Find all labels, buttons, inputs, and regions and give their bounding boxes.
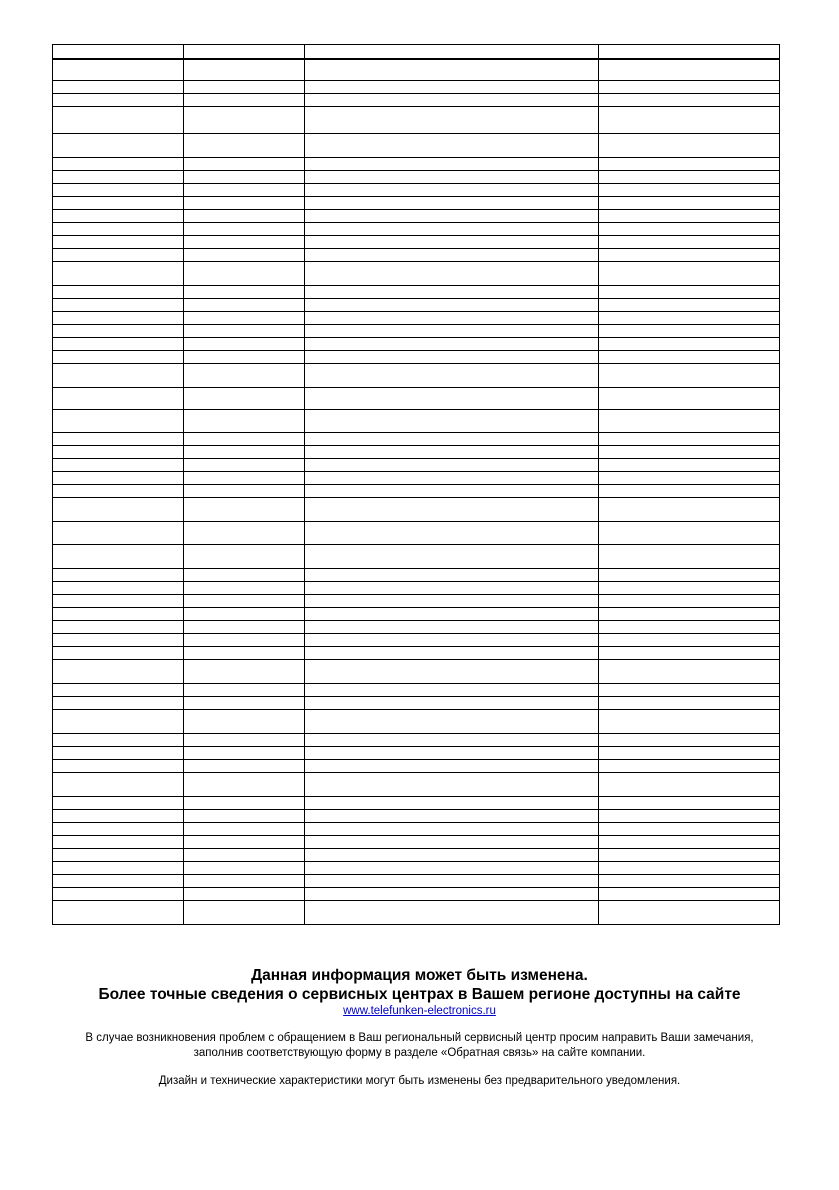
table-cell: [599, 734, 780, 747]
table-cell: [184, 107, 305, 134]
table-cell: [53, 459, 184, 472]
table-cell: [53, 286, 184, 299]
table-cell: [53, 734, 184, 747]
table-cell: [53, 797, 184, 810]
table-cell: [305, 760, 599, 773]
table-cell: [305, 660, 599, 684]
table-row: [53, 364, 780, 388]
table-cell: [184, 81, 305, 94]
table-cell: [53, 94, 184, 107]
table-row: [53, 236, 780, 249]
table-row: [53, 498, 780, 522]
table-cell: [599, 171, 780, 184]
table-cell: [305, 364, 599, 388]
table-cell: [305, 747, 599, 760]
table-row: [53, 197, 780, 210]
table-cell: [184, 684, 305, 697]
website-link[interactable]: www.telefunken-electronics.ru: [343, 1005, 496, 1017]
table-cell: [184, 249, 305, 262]
table-cell: [599, 634, 780, 647]
table-cell: [184, 823, 305, 836]
table-row: [53, 888, 780, 901]
table-row: [53, 94, 780, 107]
table-row: [53, 262, 780, 286]
table-cell: [53, 888, 184, 901]
table-cell: [305, 81, 599, 94]
table-cell: [305, 312, 599, 325]
table-row: [53, 810, 780, 823]
table-cell: [184, 364, 305, 388]
table-cell: [305, 888, 599, 901]
table-row: [53, 849, 780, 862]
table-cell: [53, 472, 184, 485]
table-cell: [184, 158, 305, 171]
table-cell: [184, 810, 305, 823]
table-cell: [599, 485, 780, 498]
table-cell: [599, 262, 780, 286]
table-cell: [53, 433, 184, 446]
table-cell: [305, 249, 599, 262]
table-row: [53, 485, 780, 498]
table-row: [53, 312, 780, 325]
table-cell: [599, 325, 780, 338]
table-cell: [305, 773, 599, 797]
table-cell: [184, 582, 305, 595]
table-cell: [305, 410, 599, 433]
table-cell: [599, 81, 780, 94]
table-cell: [305, 286, 599, 299]
table-cell: [53, 522, 184, 545]
table-cell: [53, 569, 184, 582]
table-cell: [53, 171, 184, 184]
table-cell: [305, 862, 599, 875]
table-cell: [184, 634, 305, 647]
table-cell: [184, 569, 305, 582]
table-cell: [184, 94, 305, 107]
table-row: [53, 410, 780, 433]
table-cell: [184, 862, 305, 875]
table-cell: [53, 299, 184, 312]
table-cell: [599, 459, 780, 472]
table-cell: [184, 710, 305, 734]
table-row: [53, 595, 780, 608]
table-cell: [305, 634, 599, 647]
table-cell: [305, 158, 599, 171]
table-cell: [599, 299, 780, 312]
table-row: [53, 472, 780, 485]
table-cell: [599, 197, 780, 210]
table-cell: [53, 836, 184, 849]
table-cell: [184, 621, 305, 634]
table-row: [53, 875, 780, 888]
table-cell: [599, 710, 780, 734]
table-cell: [305, 299, 599, 312]
table-cell: [305, 849, 599, 862]
table-cell: [599, 388, 780, 410]
table-cell: [599, 59, 780, 81]
table-cell: [599, 210, 780, 223]
table-cell: [184, 498, 305, 522]
table-row: [53, 634, 780, 647]
table-cell: [599, 697, 780, 710]
table-cell: [53, 388, 184, 410]
table-row: [53, 299, 780, 312]
table-cell: [53, 107, 184, 134]
table-cell: [53, 823, 184, 836]
table-cell: [53, 236, 184, 249]
table-cell: [305, 498, 599, 522]
table-cell: [184, 608, 305, 621]
notice-title: Данная информация может быть изменена.: [251, 967, 588, 984]
table-cell: [184, 545, 305, 569]
table-cell: [599, 849, 780, 862]
table-cell: [599, 94, 780, 107]
table-cell: [184, 312, 305, 325]
table-cell: [184, 888, 305, 901]
table-cell: [53, 660, 184, 684]
table-row: [53, 747, 780, 760]
table-cell: [184, 433, 305, 446]
table-cell: [53, 697, 184, 710]
table-row: [53, 710, 780, 734]
table-cell: [305, 325, 599, 338]
table-cell: [53, 262, 184, 286]
table-cell: [599, 107, 780, 134]
table-row: [53, 684, 780, 697]
table-cell: [599, 545, 780, 569]
table-cell: [184, 59, 305, 81]
table-cell: [305, 522, 599, 545]
table-row: [53, 773, 780, 797]
table-cell: [305, 582, 599, 595]
table-cell: [305, 684, 599, 697]
table-cell: [599, 608, 780, 621]
disclaimer-text: Дизайн и технические характеристики могут быть изменены без предварительного уведомления.: [158, 1075, 681, 1087]
table-cell: [305, 45, 599, 59]
table-cell: [53, 446, 184, 459]
table-row: [53, 158, 780, 171]
table-cell: [599, 810, 780, 823]
table-cell: [53, 810, 184, 823]
table-cell: [599, 286, 780, 299]
table-cell: [53, 849, 184, 862]
table-cell: [599, 684, 780, 697]
table-cell: [599, 888, 780, 901]
table-cell: [305, 608, 599, 621]
table-cell: [184, 351, 305, 364]
table-cell: [53, 223, 184, 236]
table-row: [53, 184, 780, 197]
table-body: [53, 45, 780, 925]
table-cell: [305, 134, 599, 158]
table-cell: [184, 197, 305, 210]
table-row: [53, 433, 780, 446]
table-header-row: [53, 45, 780, 59]
table-cell: [184, 734, 305, 747]
table-row: [53, 647, 780, 660]
table-cell: [184, 797, 305, 810]
table-cell: [305, 197, 599, 210]
table-cell: [53, 325, 184, 338]
table-cell: [305, 569, 599, 582]
table-cell: [184, 459, 305, 472]
table-row: [53, 545, 780, 569]
table-cell: [53, 158, 184, 171]
table-cell: [305, 823, 599, 836]
table-row: [53, 459, 780, 472]
table-cell: [599, 45, 780, 59]
table-cell: [599, 351, 780, 364]
table-cell: [53, 45, 184, 59]
table-cell: [53, 338, 184, 351]
table-cell: [599, 338, 780, 351]
table-cell: [53, 608, 184, 621]
table-row: [53, 569, 780, 582]
table-cell: [184, 647, 305, 660]
table-cell: [599, 223, 780, 236]
table-cell: [305, 875, 599, 888]
table-cell: [184, 45, 305, 59]
table-row: [53, 836, 780, 849]
table-cell: [305, 262, 599, 286]
table-cell: [305, 797, 599, 810]
table-row: [53, 351, 780, 364]
table-cell: [305, 388, 599, 410]
table-cell: [599, 621, 780, 634]
table-cell: [184, 875, 305, 888]
table-cell: [53, 773, 184, 797]
feedback-text-line-2: заполнив соответствующую форму в разделе «Обратная связь» на сайте компании.: [193, 1047, 646, 1059]
table-row: [53, 81, 780, 94]
table-cell: [599, 760, 780, 773]
table-cell: [599, 797, 780, 810]
table-cell: [599, 660, 780, 684]
table-cell: [53, 59, 184, 81]
table-cell: [53, 485, 184, 498]
table-cell: [53, 684, 184, 697]
table-cell: [53, 634, 184, 647]
table-cell: [184, 760, 305, 773]
table-row: [53, 608, 780, 621]
table-cell: [184, 262, 305, 286]
table-row: [53, 338, 780, 351]
table-row: [53, 171, 780, 184]
table-cell: [599, 595, 780, 608]
table-cell: [184, 299, 305, 312]
table-cell: [53, 545, 184, 569]
table-cell: [305, 621, 599, 634]
table-row: [53, 522, 780, 545]
table-row: [53, 325, 780, 338]
table-cell: [184, 286, 305, 299]
table-cell: [599, 364, 780, 388]
table-cell: [53, 621, 184, 634]
table-cell: [184, 901, 305, 925]
table-cell: [184, 236, 305, 249]
table-cell: [184, 485, 305, 498]
table-cell: [184, 773, 305, 797]
table-row: [53, 760, 780, 773]
table-cell: [53, 134, 184, 158]
table-cell: [53, 901, 184, 925]
table-cell: [599, 747, 780, 760]
table-cell: [305, 433, 599, 446]
table-cell: [599, 249, 780, 262]
table-cell: [184, 388, 305, 410]
table-cell: [599, 836, 780, 849]
table-row: [53, 660, 780, 684]
table-cell: [599, 446, 780, 459]
table-cell: [184, 210, 305, 223]
table-row: [53, 286, 780, 299]
table-cell: [184, 410, 305, 433]
table-cell: [305, 472, 599, 485]
table-cell: [184, 747, 305, 760]
feedback-text-line-1: В случае возникновения проблем с обращением в Ваш региональный сервисный центр просим направить Ваши замечания,: [85, 1032, 754, 1044]
table-row: [53, 249, 780, 262]
table-cell: [599, 773, 780, 797]
table-row: [53, 734, 780, 747]
table-cell: [53, 862, 184, 875]
table-cell: [184, 522, 305, 545]
table-cell: [305, 446, 599, 459]
table-cell: [53, 582, 184, 595]
table-cell: [599, 410, 780, 433]
table-cell: [184, 697, 305, 710]
table-row: [53, 59, 780, 81]
table-cell: [184, 849, 305, 862]
table-cell: [53, 210, 184, 223]
table-cell: [305, 351, 599, 364]
notice-subtitle: Более точные сведения о сервисных центрах в Вашем регионе доступны на сайте: [98, 986, 741, 1003]
table-cell: [53, 410, 184, 433]
table-cell: [53, 760, 184, 773]
table-cell: [305, 485, 599, 498]
table-cell: [305, 836, 599, 849]
table-cell: [305, 545, 599, 569]
table-cell: [53, 647, 184, 660]
table-cell: [305, 171, 599, 184]
table-cell: [599, 647, 780, 660]
table-cell: [184, 446, 305, 459]
table-row: [53, 797, 780, 810]
table-cell: [184, 134, 305, 158]
website-link-container: [0, 1004, 839, 1018]
table-row: [53, 446, 780, 459]
table-cell: [53, 249, 184, 262]
table-cell: [53, 81, 184, 94]
table-row: [53, 823, 780, 836]
table-row: [53, 107, 780, 134]
table-row: [53, 582, 780, 595]
table-cell: [599, 823, 780, 836]
table-cell: [53, 184, 184, 197]
table-cell: [305, 459, 599, 472]
table-cell: [184, 472, 305, 485]
table-cell: [305, 734, 599, 747]
service-centers-table: [52, 44, 780, 925]
table-cell: [53, 197, 184, 210]
table-cell: [53, 351, 184, 364]
table-cell: [53, 498, 184, 522]
table-cell: [184, 595, 305, 608]
table-cell: [599, 158, 780, 171]
table-cell: [305, 94, 599, 107]
table-cell: [53, 710, 184, 734]
table-row: [53, 862, 780, 875]
table-cell: [305, 338, 599, 351]
table-cell: [305, 107, 599, 134]
table-cell: [53, 312, 184, 325]
table-cell: [599, 862, 780, 875]
table-cell: [599, 184, 780, 197]
table-cell: [184, 171, 305, 184]
table-cell: [599, 522, 780, 545]
table-row: [53, 621, 780, 634]
table-cell: [599, 134, 780, 158]
table-cell: [305, 810, 599, 823]
table-cell: [184, 184, 305, 197]
table-cell: [599, 236, 780, 249]
table-row: [53, 901, 780, 925]
table-cell: [305, 901, 599, 925]
table-cell: [599, 433, 780, 446]
table-cell: [53, 595, 184, 608]
table-cell: [53, 364, 184, 388]
table-row: [53, 388, 780, 410]
table-row: [53, 697, 780, 710]
table-cell: [184, 660, 305, 684]
table-cell: [184, 325, 305, 338]
table-cell: [599, 472, 780, 485]
table-cell: [599, 569, 780, 582]
table-row: [53, 134, 780, 158]
table-cell: [53, 875, 184, 888]
table-cell: [599, 582, 780, 595]
table-cell: [305, 697, 599, 710]
table-row: [53, 223, 780, 236]
table-cell: [305, 236, 599, 249]
table-cell: [305, 647, 599, 660]
table-cell: [184, 338, 305, 351]
table-cell: [599, 498, 780, 522]
table-cell: [599, 901, 780, 925]
table-cell: [305, 59, 599, 81]
table-row: [53, 210, 780, 223]
table-cell: [599, 312, 780, 325]
table-cell: [53, 747, 184, 760]
table-cell: [305, 184, 599, 197]
table-cell: [305, 210, 599, 223]
table-cell: [305, 223, 599, 236]
table-cell: [305, 710, 599, 734]
table-cell: [184, 223, 305, 236]
table-cell: [305, 595, 599, 608]
table-cell: [599, 875, 780, 888]
table-cell: [184, 836, 305, 849]
